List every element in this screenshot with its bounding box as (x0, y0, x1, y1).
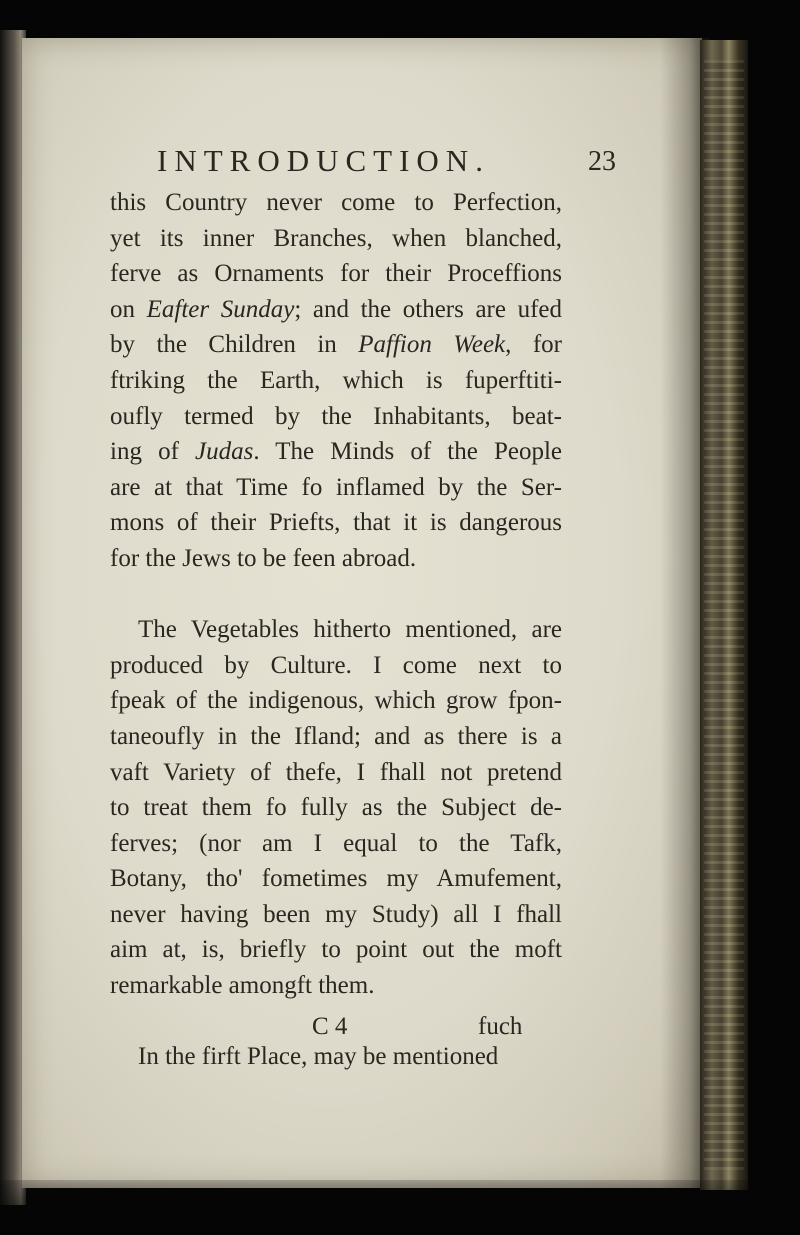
text-line: on Eafter Sunday; and the others are ufed (110, 295, 562, 323)
text-line: for the Jews to be feen abroad. (110, 544, 417, 572)
text-line: ftriking the Earth, which is fuperftiti- (110, 366, 562, 394)
text-line: In the firft Place, may be mentioned (138, 1043, 499, 1071)
text-line: ing of Judas. The Minds of the People (110, 438, 562, 466)
text-line: fpeak of the indigenous, which grow fpon- (110, 687, 562, 715)
running-header: INTRODUCTION. (157, 143, 490, 178)
text-line: never having been my Study) all I fhall (110, 900, 562, 928)
text-line: yet its inner Branches, when blanched, (110, 224, 562, 252)
page-number: 23 (588, 146, 616, 177)
text-line: Botany, tho' fometimes my Amufement, (110, 865, 562, 893)
text-line: taneoufly in the Ifland; and as there is a (110, 722, 562, 750)
signature-mark: C 4 (312, 1013, 348, 1040)
text-line: The Vegetables hitherto mentioned, are (138, 616, 562, 644)
text-line: remarkable amongft them. (110, 972, 375, 1000)
spine-texture (704, 60, 744, 1170)
text-line: this Country never come to Perfection, (110, 189, 562, 216)
catchword: fuch (478, 1013, 523, 1040)
text-line: mons of their Priefts, that it is dangerous (110, 509, 562, 537)
paragraph-gap (110, 577, 562, 613)
text-line: by the Children in Paffion Week, for (110, 331, 562, 359)
text-line: produced by Culture. I come next to (110, 651, 562, 679)
text-line: vaft Variety of thefe, I fhall not pretend (110, 758, 562, 786)
text-line: are at that Time fo inflamed by the Ser- (110, 473, 562, 501)
text-line: aim at, is, briefly to point out the moft (110, 936, 562, 964)
text-line: oufly termed by the Inhabitants, beat- (110, 402, 562, 430)
body-text (110, 185, 562, 1075)
text-line: ferve as Ornaments for their Proceffions (110, 260, 562, 288)
text-line: to treat them fo fully as the Subject de- (110, 794, 562, 822)
text-line: ferves; (nor am I equal to the Tafk, (110, 829, 562, 857)
bottom-shadow (0, 1180, 800, 1235)
